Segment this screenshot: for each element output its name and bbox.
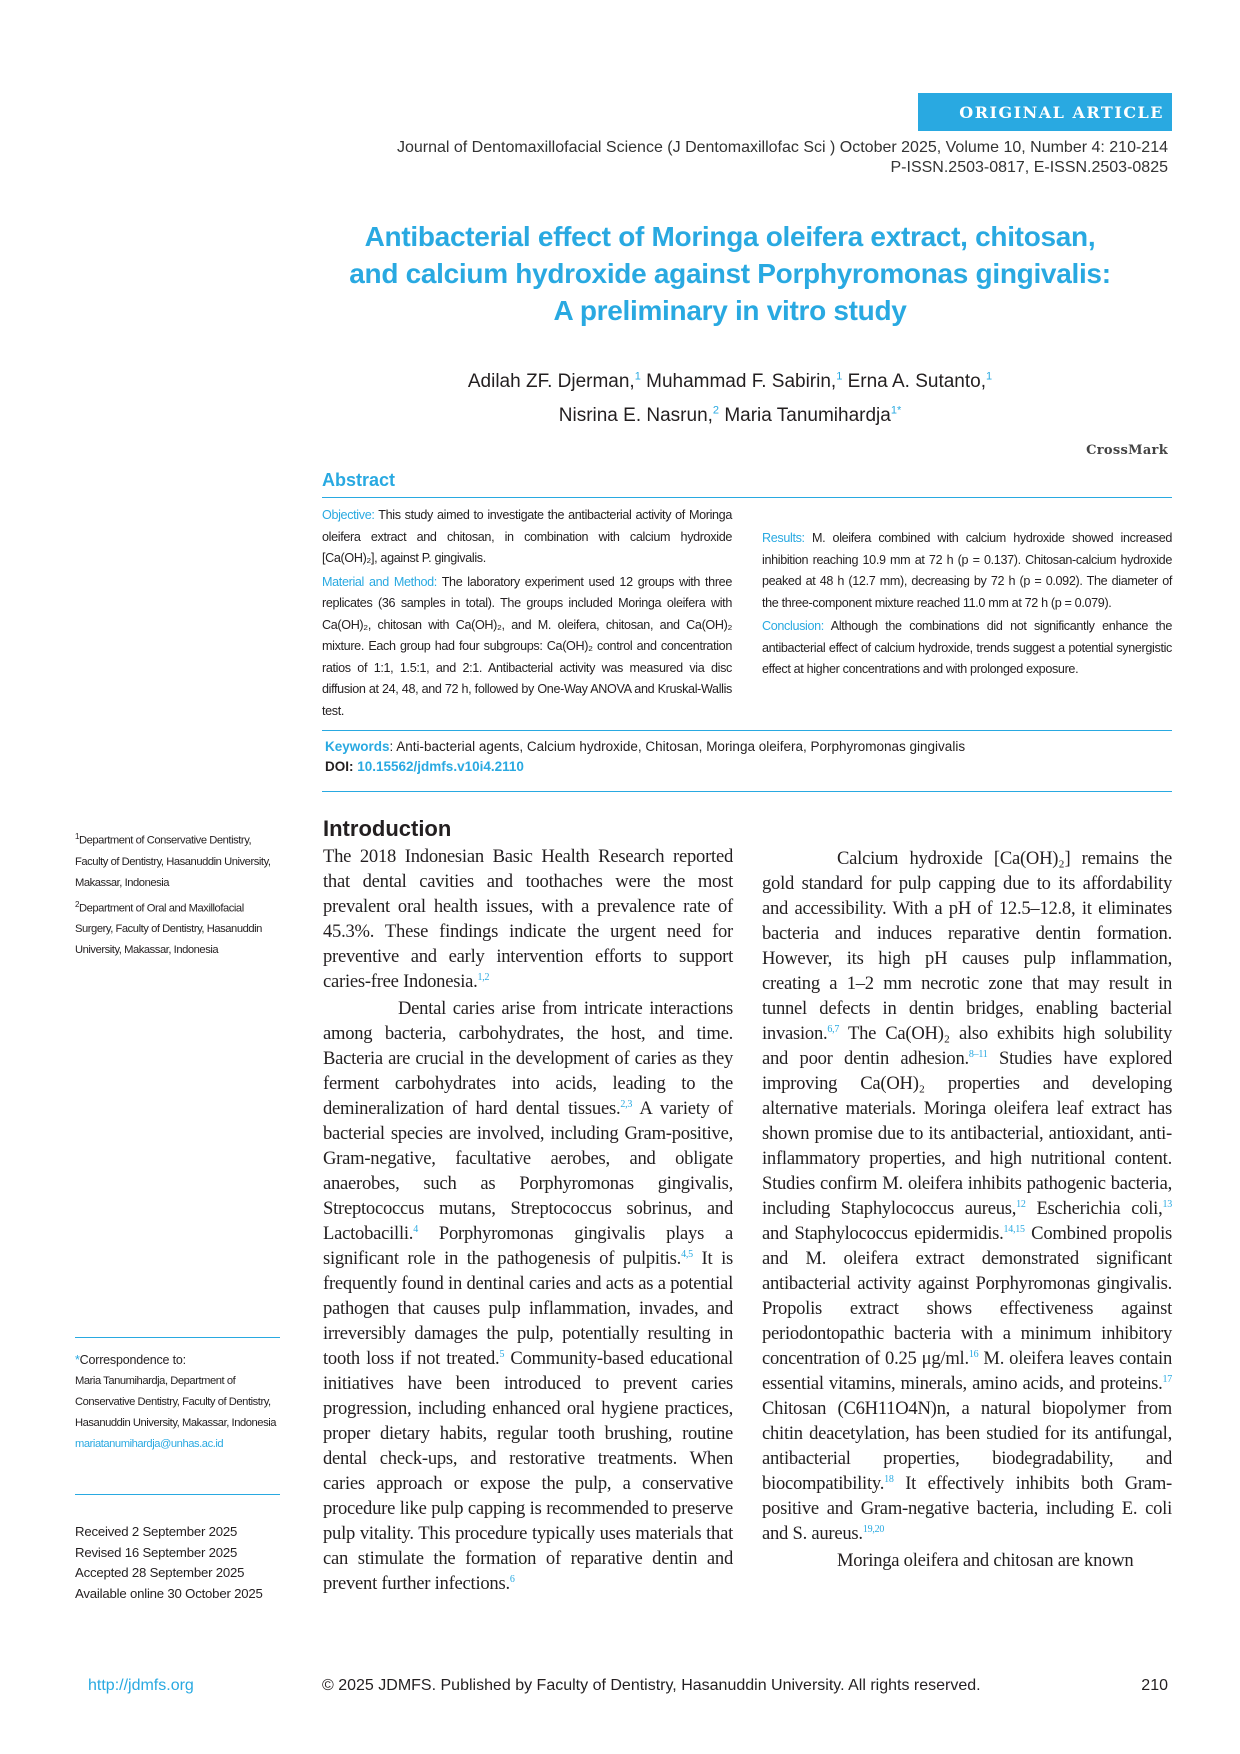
date-received: Received 2 September 2025 [75, 1524, 238, 1539]
copyright-notice: © 2025 JDMFS. Published by Faculty of Dentistry, Hasanuddin University. All rights reserved. [322, 1677, 981, 1694]
abstract-method: Material and Method: The laboratory experiment used 12 groups with three replicates (36 samples in total). The groups included Moringa oleifera with Ca(OH)₂, chitosan with Ca(OH)₂, and M. oleifera, chitosan, and Ca(OH)₂ mixture. Each group had four subgroups: Ca(OH)₂ control and concentration ratios of 1:1, 1.5:1, and 2:1. Antibacterial activity was measured via disc diffusion at 24, 48, and 72 h, followed by One-Way ANOVA and Kruskal-Wallis test. [322, 574, 732, 718]
author-list [300, 363, 1160, 430]
author-affiliation-mark: 1 [836, 371, 843, 383]
citation-ref[interactable]: 1,2 [477, 971, 490, 983]
article-type-banner: ORIGINAL ARTICLE [918, 93, 1172, 131]
correspondence-email-link[interactable]: mariatanumihardja@unhas.ac.id [75, 1438, 224, 1450]
keywords-label: Keywords [325, 739, 390, 754]
correspondence-star: * [75, 1353, 80, 1367]
abstract-top-rule [322, 497, 1172, 498]
doi-link[interactable]: 10.15562/jdmfs.v10i4.2110 [353, 759, 524, 774]
body-left-column [323, 844, 733, 1596]
date-revised: Revised 16 September 2025 [75, 1544, 238, 1560]
author-affiliation-mark: 2 [712, 404, 720, 417]
title-line-1: Antibacterial effect of Moringa oleifera extract, chitosan, [364, 221, 1096, 252]
method-label: Material and Method: [322, 574, 437, 589]
article-title [300, 218, 1160, 329]
conclusion-label: Conclusion: [762, 619, 824, 633]
title-line-2: and calcium hydroxide against Porphyromonas gingivalis: [349, 258, 1111, 289]
keywords-bottom-rule [322, 791, 1172, 792]
correspondence-text: Maria Tanumihardja, Department of Conservative Dentistry, Faculty of Dentistry, Hasanuddin University, Makassar, Indonesia [75, 1375, 277, 1429]
author-name: Maria Tanumihardja$^{1*}$ [724, 404, 902, 426]
abstract-right-column [762, 505, 1172, 683]
journal-website-link[interactable]: http://jdmfs.org [88, 1677, 194, 1694]
author-name: Erna A. Sutanto,$^1$ [847, 371, 993, 393]
citation-ref[interactable]: 12 [1016, 1198, 1026, 1210]
keywords-text: : Anti-bacterial agents, Calcium hydroxide, Chitosan, Moringa oleifera, Porphyromonas gingivalis [389, 739, 966, 754]
citation-ref[interactable]: 8–11 [968, 1048, 988, 1060]
journal-line: Journal of Dentomaxillofacial Science (J Dentomaxillofac Sci ) October 2025, Volume 10, Number 4: 210-214 [396, 139, 1168, 156]
correspondence [75, 1350, 280, 1455]
author-affiliation-mark: 1 [985, 371, 993, 383]
journal-citation [397, 138, 1168, 178]
crossmark-badge[interactable]: CrossMark [1086, 443, 1168, 458]
author-name: Muhammad F. Sabirin,$^1$ [646, 371, 843, 393]
abstract-results: Results: M. oleifera combined with calcium hydroxide showed increased inhibition reaching 10.9 mm at 72 h (p = 0.137). Chitosan-calcium hydroxide peaked at 48 h (12.7 mm), decreasing by 72 h (p = 0.092). The diameter of the three-component mixture reached 11.0 mm at 72 h (p = 0.079). [762, 531, 1172, 610]
intro-paragraph: The 2018 Indonesian Basic Health Research reported that dental cavities and toothaches were the most prevalent oral health issues, with a prevalence rate of 45.3%. These findings indicate the urgent need for preventive and early intervention efforts to support caries-free Indonesia.$^{1,2}$ [323, 846, 733, 992]
citation-ref[interactable]: 14,15 [1003, 1223, 1025, 1235]
intro-paragraph: Moringa oleifera and chitosan are known [837, 1550, 1134, 1571]
intro-paragraph: Calcium hydroxide [Ca(OH)₂] remains the gold standard for pulp capping due to its affordability and accessibility. With a pH of 12.5–12.8, it eliminates bacteria and induces reparative dentin formation. However, its high pH causes pulp inflammation, creating a 1–2 mm necrotic zone that may result in tunnel defects in dentin bridges, enabling bacterial invasion.$^{6,7}$ The Ca(OH)₂ also exhibits high solubility and poor dentin adhesion.$^{8-11}$ Studies have explored improving Ca(OH)₂ properties and developing alternative materials. Moringa oleifera leaf extract has shown promise due to its antibacterial, antioxidant, anti-inflammatory properties, and high nutritional content. Studies confirm M. oleifera inhibits pathogenic bacteria, including Staphylococcus aureus,$^{12}$ Escherichia coli,$^{13}$ and Staphylococcus epidermidis.$^{14,15}$ Combined propolis and M. oleifera extract demonstrated significant antibacterial activity against Porphyromonas gingivalis. Propolis extract shows effectiveness against periodontopathic bacteria with a minimum inhibitory concentration of 0.25 μg/ml.$^{16}$ M. oleifera leaves contain essential vitamins, minerals, amino acids, and proteins.$^{17}$ Chitosan (C6H11O4N)n, a natural biopolymer from chitin deacetylation, has been studied for its antifungal, antibacterial properties, biodegradability, and biocompatibility.$^{18}$ It effectively inhibits both Gram-positive and Gram-negative bacteria, including E. coli and S. aureus.$^{19,20}$ [762, 848, 1172, 1544]
citation-ref[interactable]: 6,7 [827, 1023, 840, 1035]
dates-rule [75, 1494, 280, 1495]
correspondence-heading: Correspondence to: [79, 1353, 186, 1367]
citation-ref[interactable]: 17 [1162, 1373, 1172, 1385]
intro-paragraph: Dental caries arise from intricate interactions among bacteria, carbohydrates, the host, and time. Bacteria are crucial in the development of caries as they ferment carbohydrates into acids, leading to the demineralization of hard dental tissues.$^{2,3}$ A variety of bacterial species are involved, including Gram-positive, Gram-negative, facultative aerobes, and obligate anaerobes, such as Porphyromonas gingivalis, Streptococcus mutans, Streptococcus sobrinus, and Lactobacilli.$^4$ Porphyromonas gingivalis plays a significant role in the pathogenesis of pulpitis.$^{4,5}$ It is frequently found in dentinal caries and acts as a potential pathogen that causes pulp inflammation, invades, and irreversibly damages the pulp, potentially resulting in tooth loss if not treated.$^5$ Community-based educational initiatives have been introduced to prevent caries progression, including enhanced oral hygiene practices, proper dietary habits, regular tooth brushing, routine dental check-ups, and restorative treatments. When caries approach or expose the pulp, a conservative procedure like pulp capping is recommended to preserve pulp vitality. This procedure typically uses materials that can stimulate the formation of reparative dentin and prevent further infections.$^6$ [323, 998, 733, 1594]
citation-ref[interactable]: 2,3 [620, 1098, 633, 1110]
citation-ref[interactable]: 18 [884, 1473, 894, 1485]
correspondence-rule [75, 1337, 280, 1338]
citation-ref[interactable]: 13 [1162, 1198, 1172, 1210]
abstract-left-column [322, 505, 732, 724]
citation-ref[interactable]: 4 [413, 1223, 418, 1235]
citation-ref[interactable]: 4,5 [681, 1248, 693, 1260]
author-affiliation-mark: 1* [890, 404, 902, 417]
abstract-conclusion: Conclusion: Although the combinations did not significantly enhance the antibacterial effect of calcium hydroxide, trends suggest a potential synergistic effect at higher concentrations and with prolonged exposure. [762, 619, 1172, 676]
keywords-top-rule [322, 730, 1172, 731]
citation-ref[interactable]: 16 [968, 1348, 979, 1360]
citation-ref[interactable]: 19,20 [862, 1523, 885, 1535]
body-right-column [762, 846, 1172, 1573]
citation-ref[interactable]: 5 [499, 1348, 505, 1360]
affiliation-item: $^1$Department of Conservative Dentistry, Faculty of Dentistry, Hasanuddin University, Makassar, Indonesia [75, 832, 271, 889]
author-affiliation-mark: 1 [634, 371, 641, 383]
results-label: Results: [762, 531, 805, 545]
date-online: Available online 30 October 2025 [75, 1585, 263, 1601]
doi-label: DOI: [325, 759, 354, 774]
author-name: Adilah ZF. Djerman,$^1$ [467, 371, 641, 393]
author-name: Nisrina E. Nasrun,$^2$ [558, 404, 720, 426]
objective-label: Objective: [322, 508, 375, 522]
affiliation-item: $^2$Department of Oral and Maxillofacial Surgery, Faculty of Dentistry, Hasanuddin University, Makassar, Indonesia [75, 899, 262, 957]
affiliations [75, 826, 280, 961]
issn-line: P-ISSN.2503-0817, E-ISSN.2503-0825 [890, 159, 1168, 176]
page-number: 210 [1141, 1677, 1168, 1694]
introduction-heading: Introduction [323, 816, 452, 841]
title-line-3: A preliminary in vitro study [553, 295, 907, 326]
citation-ref[interactable]: 6 [509, 1573, 515, 1585]
abstract-objective: Objective: This study aimed to investigate the antibacterial activity of Moringa oleifera extract and chitosan, in combination with calcium hydroxide [Ca(OH)₂], against P. gingivalis. [322, 508, 732, 565]
abstract-heading: Abstract [322, 470, 396, 490]
keywords-block [325, 737, 965, 777]
date-accepted: Accepted 28 September 2025 [75, 1565, 245, 1580]
article-dates [75, 1522, 280, 1604]
